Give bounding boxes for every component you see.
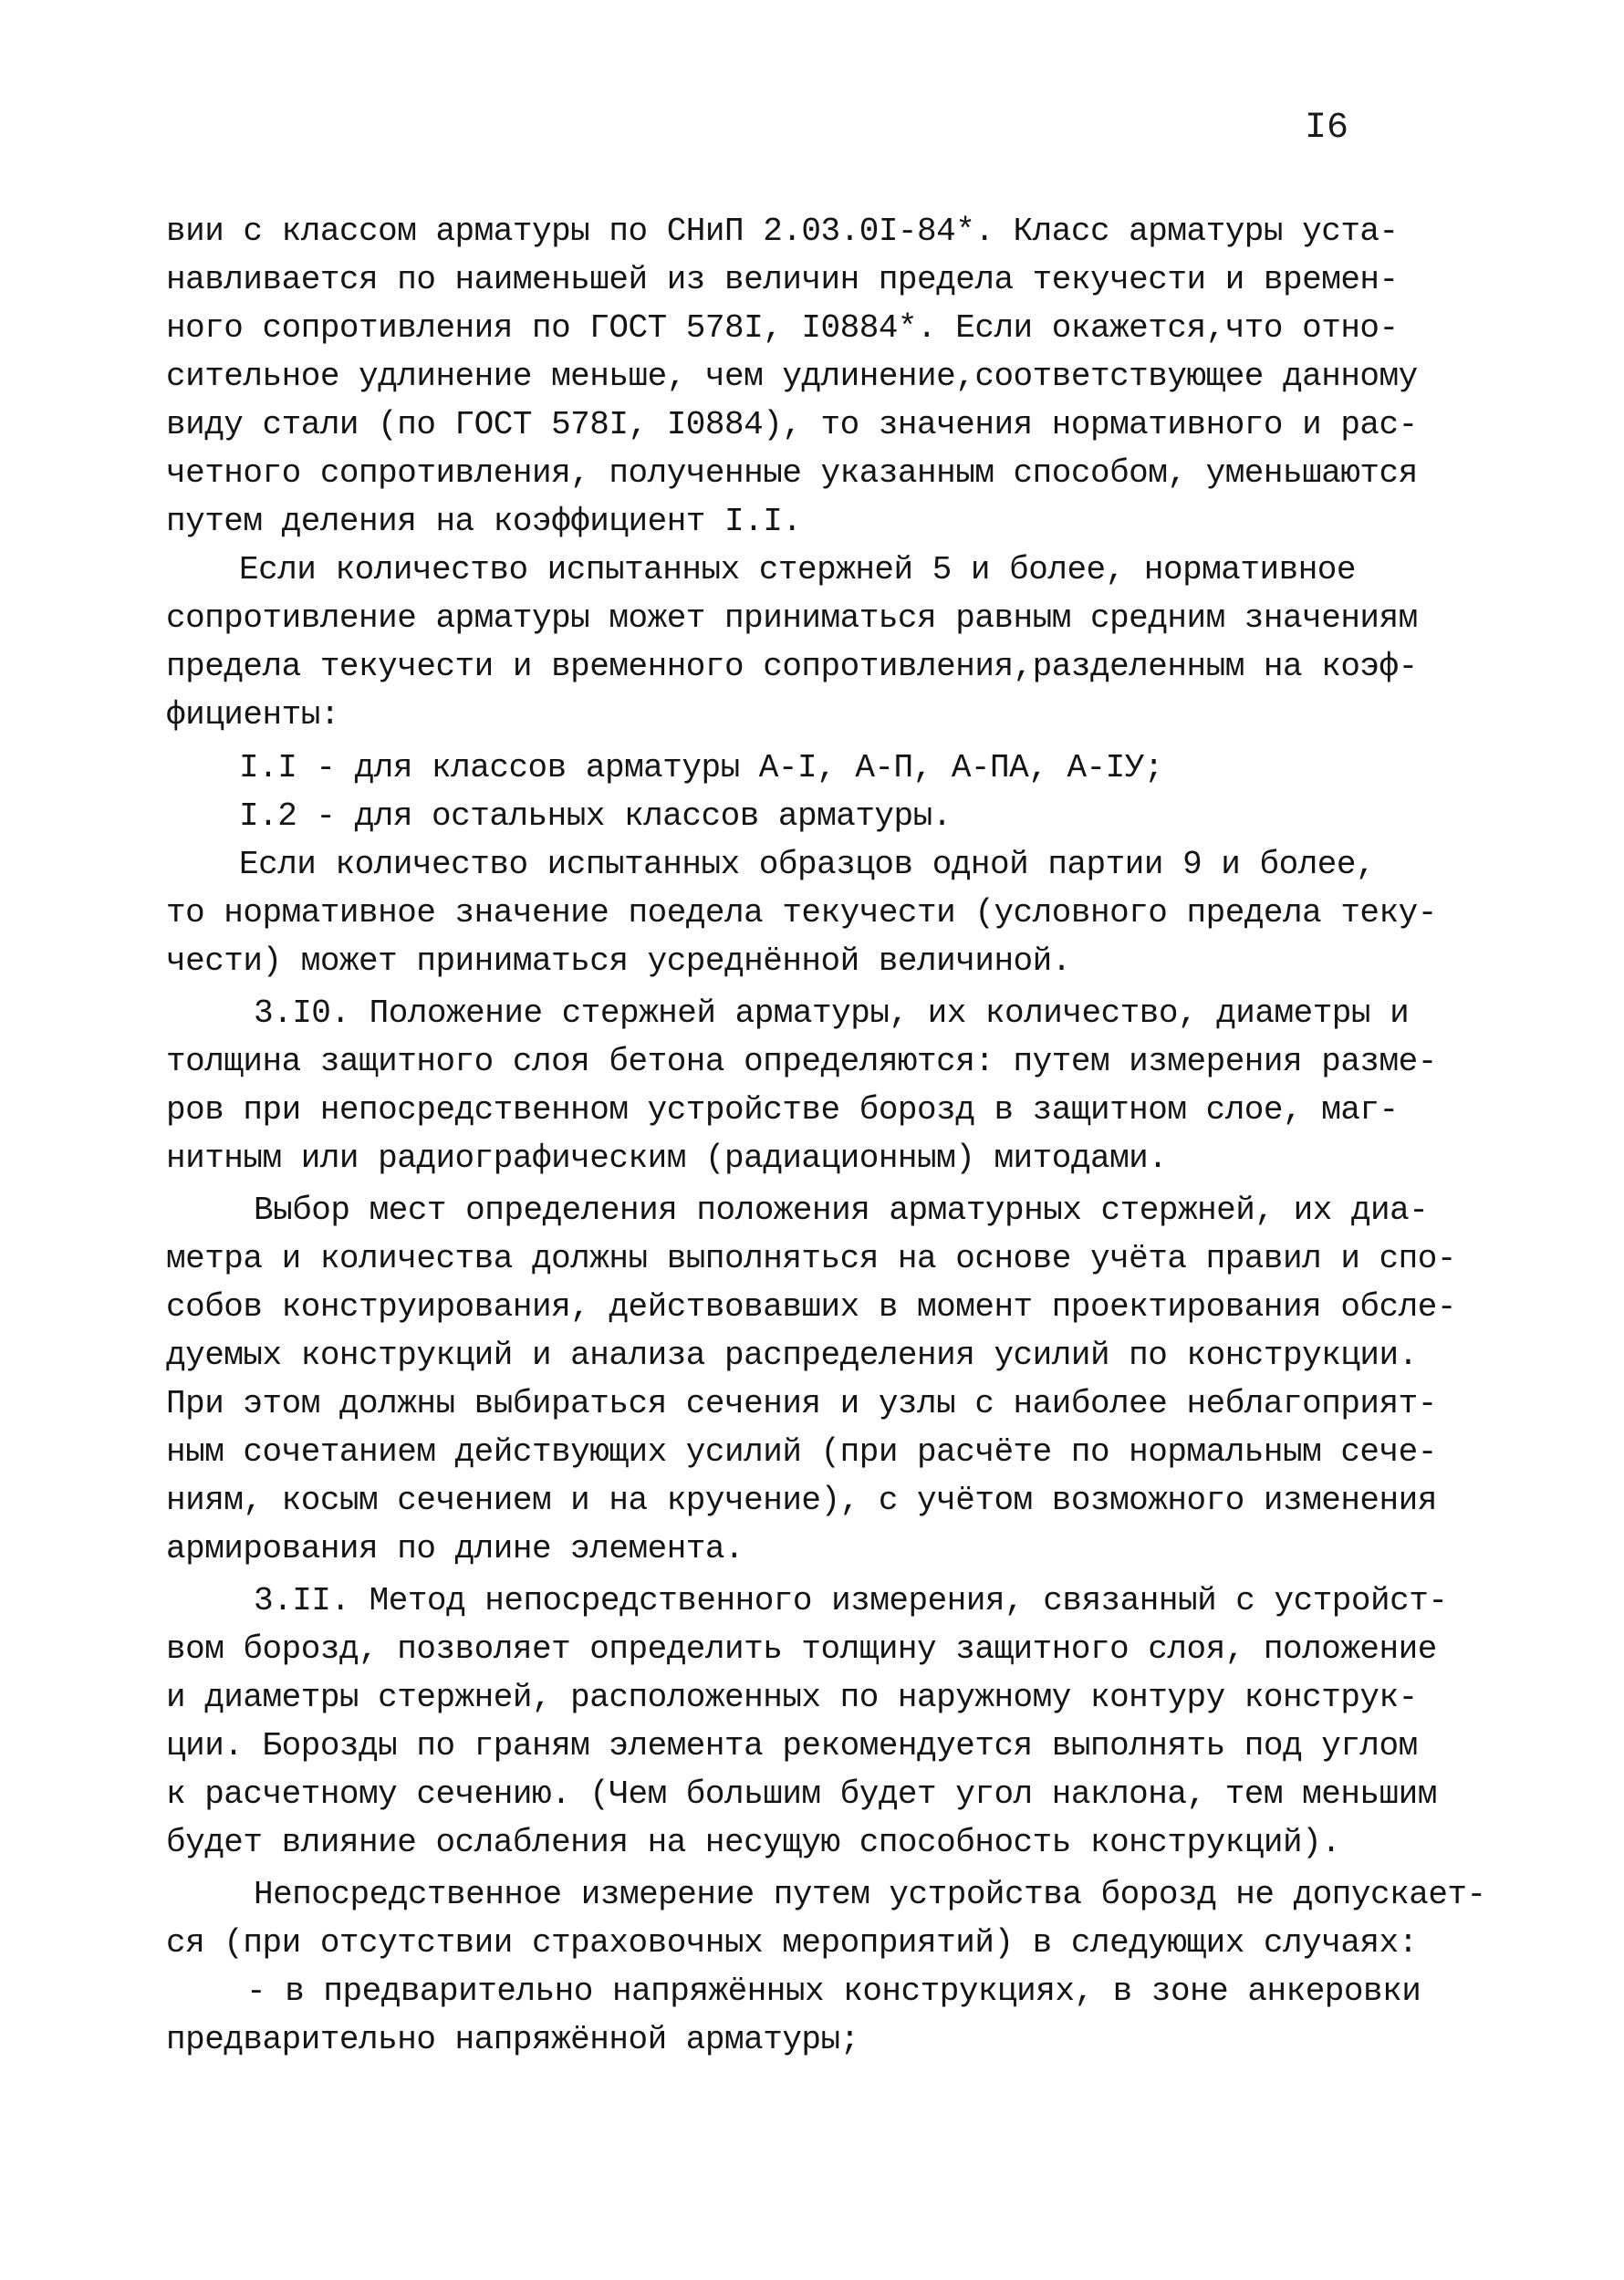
text-line: и диаметры стержней, расположенных по наружному контуру конструк- xyxy=(166,1679,1418,1716)
text-line: собов конструирования, действовавших в момент проектирования обсле- xyxy=(166,1288,1456,1326)
text-line: дуемых конструкций и анализа распределения усилий по конструкции. xyxy=(166,1337,1418,1374)
text-line: метра и количества должны выполняться на основе учёта правил и спо- xyxy=(166,1240,1456,1277)
paragraph-start: Если количество испытанных образцов одной партии 9 и более, xyxy=(239,846,1376,883)
text-line: чести) может приниматься усреднённой величиной. xyxy=(166,942,1071,980)
text-line: четного сопротивления, полученные указанным способом, уменьшаются xyxy=(166,454,1418,492)
paragraph-start: Выбор мест определения положения арматурных стержней, их диа- xyxy=(254,1192,1429,1229)
section-3-11-start: 3.II. Метод непосредственного измерения, связанный с устройст- xyxy=(254,1582,1448,1619)
text-line: ным сочетанием действующих усилий (при расчёте по нормальным сече- xyxy=(166,1433,1437,1471)
text-line: навливается по наименьшей из величин предела текучести и времен- xyxy=(166,261,1399,298)
list-item: I.I - для классов арматуры А-I, А-П, А-ПА, А-IУ; xyxy=(239,749,1163,786)
text-line: сительное удлинение меньше, чем удлинение,соответствующее данному xyxy=(166,358,1418,395)
page-number: I6 xyxy=(1305,108,1349,149)
text-line: толщина защитного слоя бетона определяются: путем измерения разме- xyxy=(166,1043,1437,1080)
text-line: армирования по длине элемента. xyxy=(166,1530,744,1567)
text-line: ного сопротивления по ГОСТ 578I, I0884*. Если окажется,что отно- xyxy=(166,309,1399,347)
text-line: фициенты: xyxy=(166,696,339,734)
text-line: ниям, косым сечением и на кручение), с учётом возможного изменения xyxy=(166,1482,1437,1519)
text-line: к расчетному сечению. (Чем большим будет угол наклона, тем меньшим xyxy=(166,1775,1437,1813)
section-3-10-start: 3.I0. Положение стержней арматуры, их количество, диаметры и xyxy=(254,994,1410,1032)
text-line: путем деления на коэффициент I.I. xyxy=(166,503,802,540)
text-line: ции. Борозды по граням элемента рекомендуется выполнять под углом xyxy=(166,1727,1418,1765)
list-item: I.2 - для остальных классов арматуры. xyxy=(239,797,952,835)
paragraph-start: Если количество испытанных стержней 5 и более, нормативное xyxy=(239,551,1357,588)
text-line: вом борозд, позволяет определить толщину защитного слоя, положение xyxy=(166,1630,1437,1668)
paragraph-start: Непосредственное измерение путем устройства борозд не допускает- xyxy=(254,1876,1486,1913)
text-line: предела текучести и временного сопротивления,разделенным на коэф- xyxy=(166,648,1418,685)
text-line: нитным или радиографическим (радиационным) митодами. xyxy=(166,1140,1168,1177)
text-line: ся (при отсутствии страховочных мероприятий) в следующих случаях: xyxy=(166,1924,1418,1962)
text-line: вии с классом арматуры по СНиП 2.03.0I-84*. Класс арматуры уста- xyxy=(166,213,1399,250)
text-line: При этом должны выбираться сечения и узлы с наиболее неблагоприят- xyxy=(166,1385,1437,1422)
text-line: то нормативное значение поедела текучести (условного предела теку- xyxy=(166,894,1437,932)
text-line: ров при непосредственном устройстве борозд в защитном слое, маг- xyxy=(166,1091,1399,1129)
text-line: сопротивление арматуры может приниматься равным средним значениям xyxy=(166,599,1418,637)
text-line: будет влияние ослабления на несущую способность конструкций). xyxy=(166,1824,1341,1861)
list-item: - в предварительно напряжённых конструкциях, в зоне анкеровки xyxy=(246,1973,1421,2010)
text-line: предварительно напряжённой арматуры; xyxy=(166,2021,859,2058)
text-line: виду стали (по ГОСТ 578I, I0884), то значения нормативного и рас- xyxy=(166,406,1418,443)
